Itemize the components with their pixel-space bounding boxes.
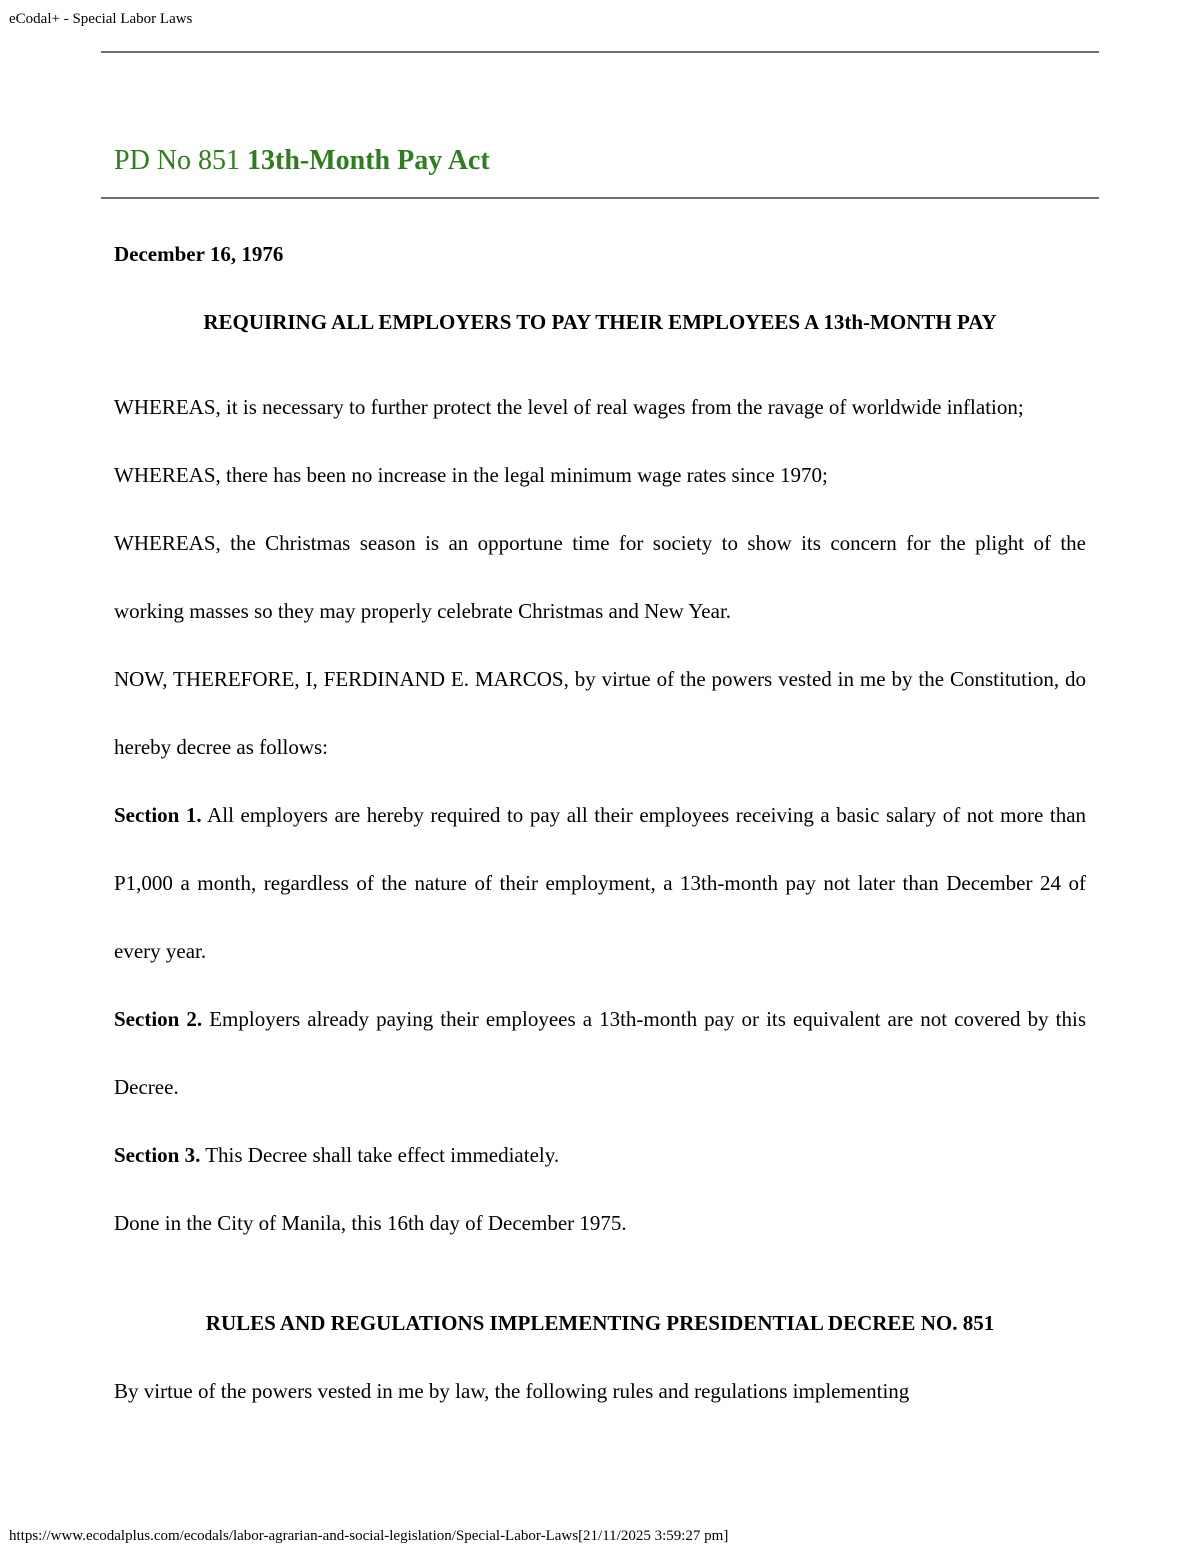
rules-heading: RULES AND REGULATIONS IMPLEMENTING PRESIDENTIAL DECREE NO. 851 xyxy=(205,1311,995,1335)
section-1 xyxy=(114,781,1086,985)
title-prefix: PD No 851 xyxy=(114,145,241,176)
decree-heading: REQUIRING ALL EMPLOYERS TO PAY THEIR EMPLOYEES A 13th-MONTH PAY xyxy=(203,310,997,334)
decree-intro: NOW, THEREFORE, I, FERDINAND E. MARCOS, by virtue of the powers vested in me by the Constitution, do hereby decree as follows: xyxy=(114,667,1086,759)
whereas-clause-3: WHEREAS, the Christmas season is an opportune time for society to show its concern for the plight of the working masses so they may properly celebrate Christmas and New Year. xyxy=(114,531,1086,623)
section-2 xyxy=(114,985,1086,1121)
section-3-label: Section 3. xyxy=(114,1143,201,1167)
print-header-title: eCodal+ - Special Labor Laws xyxy=(9,11,193,27)
section-3-text: This Decree shall take effect immediately. xyxy=(205,1143,560,1167)
top-divider xyxy=(101,51,1099,53)
decree-date: December 16, 1976 xyxy=(114,242,284,266)
document-body xyxy=(114,237,1086,1425)
done-in-statement: Done in the City of Manila, this 16th day of December 1975. xyxy=(114,1211,627,1235)
section-3 xyxy=(114,1121,1086,1189)
section-1-label: Section 1. xyxy=(114,803,202,827)
document-title xyxy=(114,143,490,179)
whereas-clause-2: WHEREAS, there has been no increase in the legal minimum wage rates since 1970; xyxy=(114,463,828,487)
title-name: 13th-Month Pay Act xyxy=(247,145,490,176)
section-2-text: Employers already paying their employees a 13th-month pay or its equivalent are not covered by this Decree. xyxy=(114,1007,1087,1099)
whereas-clause-1: WHEREAS, it is necessary to further protect the level of real wages from the ravage of worldwide inflation; xyxy=(114,395,1024,419)
section-2-label: Section 2. xyxy=(114,1007,203,1031)
rules-intro: By virtue of the powers vested in me by law, the following rules and regulations implementing xyxy=(114,1379,910,1403)
section-1-text: All employers are hereby required to pay all their employees receiving a basic salary of not more than P1,000 a month, regardless of the nature of their employment, a 13th-month pay not later than December 24 of every year. xyxy=(114,803,1087,963)
print-footer-url: https://www.ecodalplus.com/ecodals/labor-agrarian-and-social-legislation/Special-Labor-Laws[21/11/2025 3:59:27 pm] xyxy=(9,1528,729,1544)
title-divider xyxy=(101,197,1099,199)
